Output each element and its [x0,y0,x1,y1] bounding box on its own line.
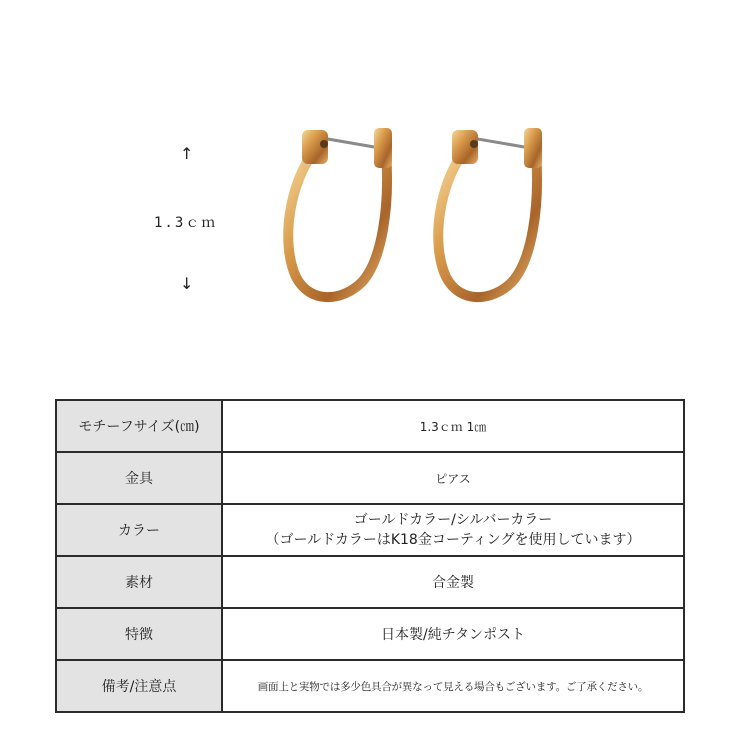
row-label: 特徴 [56,608,222,660]
spec-table [55,399,685,713]
product-image [262,112,582,322]
row-label: 金具 [56,452,222,504]
row-label: モチーフサイズ(㎝) [56,400,222,452]
arrow-up-icon: ↑ [180,144,194,163]
table-row [56,504,684,556]
row-value: 1.3ｃｍ 1㎝ [222,400,684,452]
table-row [56,660,684,712]
left-earring [288,128,392,297]
row-value: ピアス [222,452,684,504]
size-indicator [140,140,230,300]
row-label: 素材 [56,556,222,608]
table-row [56,556,684,608]
row-value [222,504,684,556]
color-line-2: （ゴールドカラーはK18金コーティングを使用しています） [265,532,641,548]
row-value: 画面上と実物では多少色具合が異なって見える場合もございます。ご了承ください。 [222,660,684,712]
row-value: 日本製/純チタンポスト [222,608,684,660]
table-row [56,452,684,504]
table-row [56,400,684,452]
size-label: 1.3ｃｍ [154,215,218,231]
table-row [56,608,684,660]
row-label: 備考/注意点 [56,660,222,712]
color-line-1: ゴールドカラー/シルバーカラー [353,512,553,528]
earrings-illustration [262,112,582,322]
row-value: 合金製 [222,556,684,608]
right-earring [438,128,542,297]
row-label: カラー [56,504,222,556]
arrow-down-icon: ↓ [180,274,194,293]
